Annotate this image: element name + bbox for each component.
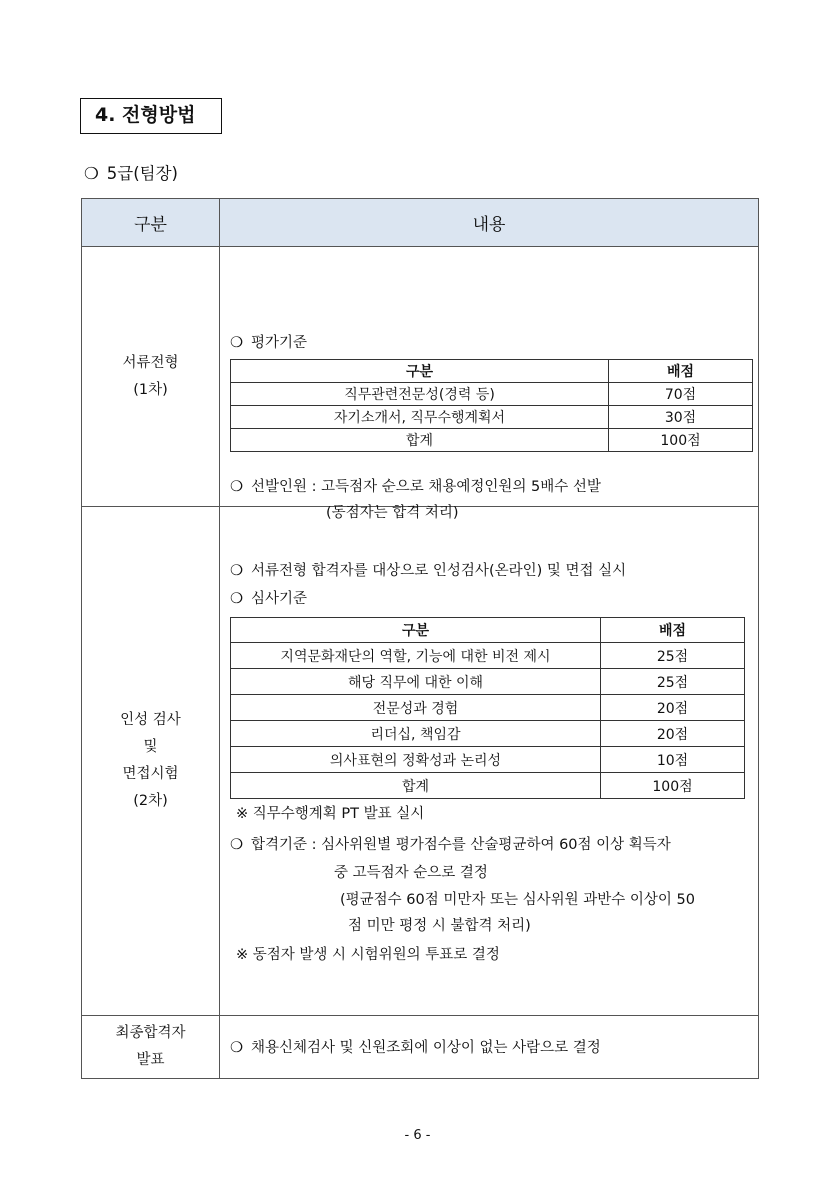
criteria-score: 20점 <box>601 695 745 721</box>
criteria-score: 10점 <box>601 747 745 773</box>
stage2-label <box>82 507 220 1016</box>
criteria-item: 리더십, 책임감 <box>231 721 601 747</box>
stage2-pass-line3: (평균점수 60점 미만자 또는 심사위원 과반수 이상이 50 <box>340 892 695 908</box>
intro-text: 서류전형 합격자를 대상으로 인성검사(온라인) 및 면접 실시 <box>251 563 627 579</box>
stage2-label-line2: 및 <box>143 739 158 755</box>
stage3-announcement <box>230 1036 601 1060</box>
bullet-circle-icon: ❍ <box>230 563 243 579</box>
selection-method-table <box>81 198 759 1079</box>
criteria-item: 합계 <box>231 429 609 452</box>
stage1-row <box>82 247 759 507</box>
stage1-content <box>220 247 759 521</box>
table-row <box>231 695 745 721</box>
stage2-pass-line4: 점 미만 평정 시 불합격 처리) <box>348 918 531 934</box>
stage3-content <box>220 1016 759 1079</box>
inner-header-score: 배점 <box>601 618 745 643</box>
table-row <box>231 429 753 452</box>
stage1-label <box>82 247 220 507</box>
criteria-score: 100점 <box>601 773 745 799</box>
stage1-label-line1: 서류전형 <box>122 354 179 371</box>
table-header-row <box>82 199 759 247</box>
stage1-criteria-table <box>230 359 753 452</box>
criteria-item: 전문성과 경험 <box>231 695 601 721</box>
criteria-title-text: 심사기준 <box>251 591 308 607</box>
criteria-score: 20점 <box>601 721 745 747</box>
stage2-criteria-table <box>230 617 745 799</box>
table-row <box>231 406 753 429</box>
criteria-score: 25점 <box>601 643 745 669</box>
stage2-criteria-title <box>230 587 307 611</box>
stage2-intro <box>230 559 626 583</box>
bullet-circle-icon: ❍ <box>230 335 243 351</box>
stage2-note-tie: ※ 동점자 발생 시 시험위원의 투표로 결정 <box>236 947 500 963</box>
criteria-item: 해당 직무에 대한 이해 <box>231 669 601 695</box>
table-row <box>231 773 745 799</box>
criteria-item: 직무관련전문성(경력 등) <box>231 383 609 406</box>
inner-header-score: 배점 <box>609 360 753 383</box>
criteria-item: 지역문화재단의 역할, 기능에 대한 비전 제시 <box>231 643 601 669</box>
subheading <box>84 160 178 184</box>
bullet-circle-icon: ❍ <box>84 164 99 183</box>
criteria-item: 의사표현의 정확성과 논리성 <box>231 747 601 773</box>
table-row <box>231 747 745 773</box>
announcement-text: 채용신체검사 및 신원조회에 이상이 없는 사람으로 결정 <box>251 1040 601 1056</box>
table-row <box>231 383 753 406</box>
table-row <box>231 643 745 669</box>
header-content: 내용 <box>220 199 759 247</box>
page-number: - 6 - <box>404 1128 431 1143</box>
inner-header-category: 구분 <box>231 360 609 383</box>
stage3-label-line2: 발표 <box>136 1052 165 1068</box>
stage3-label-line1: 최종합격자 <box>115 1025 186 1041</box>
bullet-circle-icon: ❍ <box>230 591 243 607</box>
criteria-score: 25점 <box>601 669 745 695</box>
inner-header-row <box>231 618 745 643</box>
stage2-pass-criteria <box>230 833 671 857</box>
stage3-row <box>82 1016 759 1079</box>
selection-text: 선발인원 : 고득점자 순으로 채용예정인원의 5배수 선발 <box>251 479 601 495</box>
stage1-selection-note: (동점자는 합격 처리) <box>326 505 459 521</box>
stage1-selection <box>230 475 601 499</box>
inner-header-category: 구분 <box>231 618 601 643</box>
subheading-text: 5급(팀장) <box>106 164 178 183</box>
bullet-circle-icon: ❍ <box>230 837 243 853</box>
criteria-item: 합계 <box>231 773 601 799</box>
header-category: 구분 <box>82 199 220 247</box>
criteria-item: 자기소개서, 직무수행계획서 <box>231 406 609 429</box>
stage2-pass-line2: 중 고득점자 순으로 결정 <box>334 865 488 881</box>
criteria-title-text: 평가기준 <box>251 335 308 351</box>
stage2-label-line4: (2차) <box>133 793 168 809</box>
stage1-criteria-title <box>230 331 307 355</box>
stage1-label-line2: (1차) <box>133 381 168 398</box>
stage3-label <box>82 1016 220 1079</box>
bullet-circle-icon: ❍ <box>230 479 243 495</box>
stage2-content <box>220 507 759 1016</box>
inner-header-row <box>231 360 753 383</box>
stage2-label-line3: 면접시험 <box>122 766 179 782</box>
table-row <box>231 721 745 747</box>
criteria-score: 100점 <box>609 429 753 452</box>
bullet-circle-icon: ❍ <box>230 1040 243 1056</box>
criteria-score: 70점 <box>609 383 753 406</box>
stage2-label-line1: 인성 검사 <box>120 712 181 728</box>
stage2-row <box>82 507 759 1016</box>
pass-criteria-text: 합격기준 : 심사위원별 평가점수를 산술평균하여 60점 이상 획득자 <box>251 837 671 853</box>
section-title: 4. 전형방법 <box>80 98 222 134</box>
criteria-score: 30점 <box>609 406 753 429</box>
stage2-note-pt: ※ 직무수행계획 PT 발표 실시 <box>236 806 425 822</box>
table-row <box>231 669 745 695</box>
